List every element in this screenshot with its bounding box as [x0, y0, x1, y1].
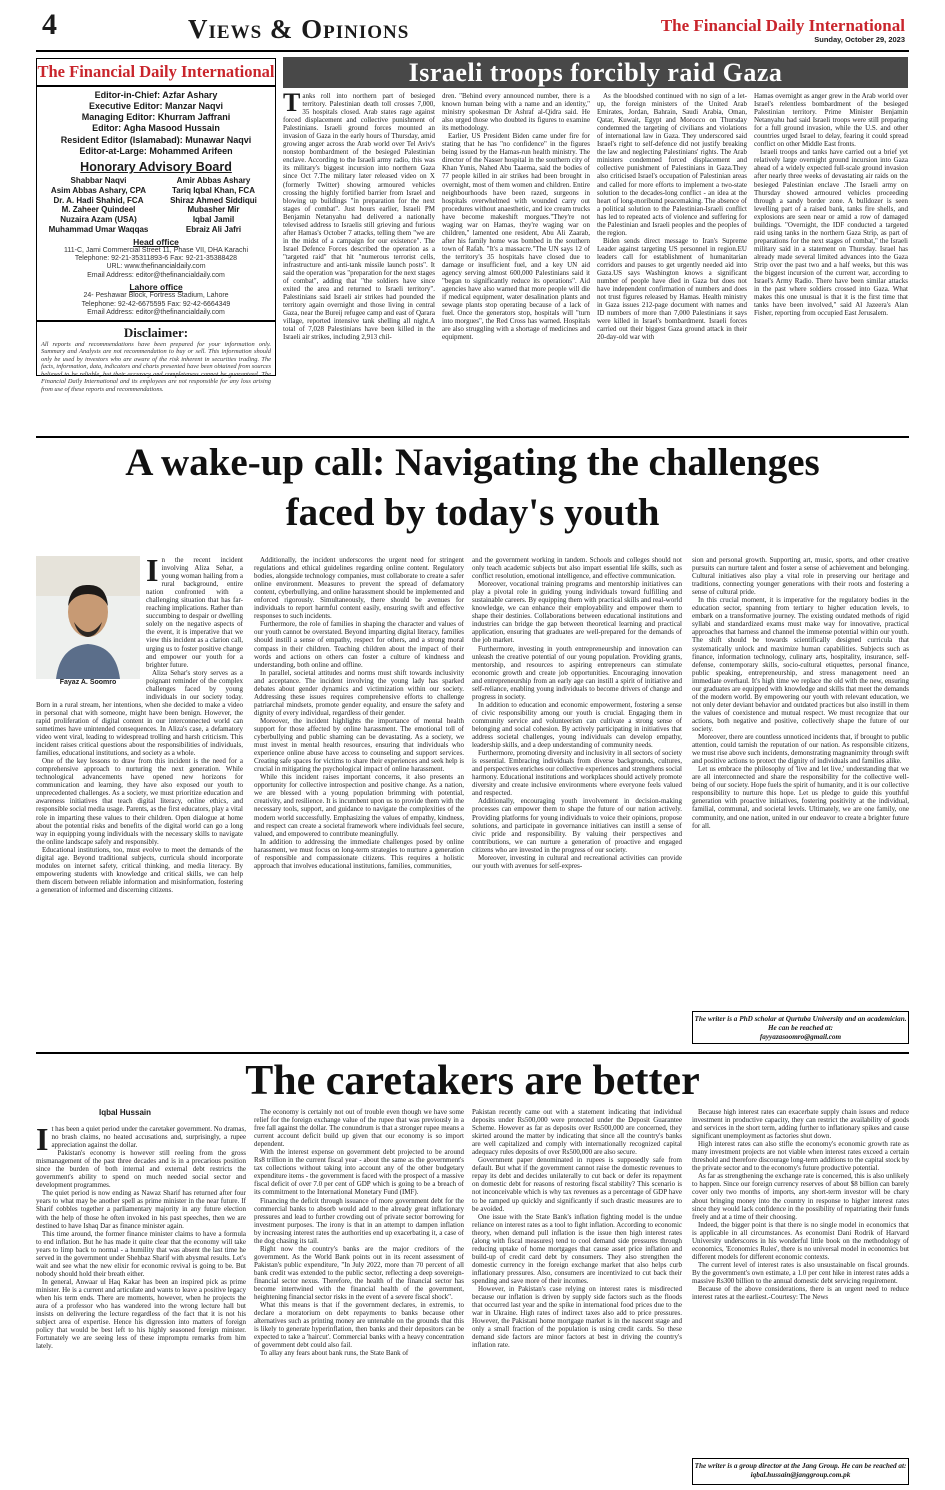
page-number: 4: [42, 8, 57, 41]
author-bio: The writer is a group director at the Jang Group. He can be reached at: iqbal.hussain@janggroup.com.pk: [694, 1462, 907, 1479]
paragraph: However, in Pakistan's case relying on interest rates is misdirected because our inflation is driven by supply side factors such as the floods that occurred last year and the spike in international food prices due to the war in Ukraine. High rates of indirect taxes also add to price pressures. However, the Pakistani home mortgage market is in the nascent stage and only a small fraction of the population is using credit cards. So these demand side factors are minor factors at best in driving the country's inflation rate.: [472, 1285, 682, 1350]
advisor-name: Amir Abbas Ashary: [176, 176, 251, 186]
paragraph: In addition to addressing the immediate challenges posed by online harassment, we must focus on long-term strategies to nurture a generation of responsible and compassionate citizens. This requires a holistic approach that involves educational institutions, families, communities,: [254, 837, 464, 870]
paragraph: This time around, the former finance minister claims to have a formula to end inflation. But he has made it quite clear that the economy will take years to limp back to normal - a humility that was absent the last time he served in the government under Shehbaz Sharif with abysmal results. Let's wait and see what the new elixir for economic revival is going to be. But nobody should hold their breath either.: [36, 1229, 246, 1278]
advisory-right-column: [156, 176, 271, 234]
paragraph: What this means is that if the government declares, in extremis, to declare a moratorium on debt repayments to banks because other alternatives such as printing money are untenable on the grounds that this is likely to generate hyperinflation, then banks and their depositors can be expected to take a 'haircut'. Commercial banks with a heavy concentration of government debt could also fail.: [254, 1301, 464, 1350]
editor-list: [37, 90, 275, 158]
advisory-board-title: Honorary Advisory Board: [80, 160, 232, 175]
article3-column: [254, 1108, 464, 1357]
paragraph: Additionally, the incident underscores the urgent need for stringent regulations and ethical guidelines regarding online content. Regulatory bodies, alongside technology companies, must collaborate to create a safer online environment. Measures to prevent the spread of defamatory content, cyberbullying, and online harassment should be implemented and enforced rigorously. Simultaneously, there should be avenues for individuals to report harmful content easily, ensuring swift and effective responses to such incidents.: [254, 556, 464, 621]
header-divider: [36, 50, 909, 52]
advisory-board-list: [37, 176, 275, 234]
paper-name: The Financial Daily International: [37, 62, 275, 81]
article2-headline: [36, 438, 909, 538]
lahore-office-line: 24- Peshawar Block, Fortress Stadium, Lahore: [83, 292, 229, 300]
paragraph: Moreover, there are countless unnoticed incidents that, if brought to public attention, could tarnish the reputation of our nation. As responsible citizens, we must rise above such incidents, demonstrating magnanimity through swift and positive actions to protect the dignity of individuals and families alike.: [692, 733, 909, 766]
advisor-name: Asim Abbas Ashary, CPA: [50, 185, 147, 195]
advisor-name: M. Zaheer Quindeel: [61, 205, 136, 215]
paragraph: In parallel, societal attitudes and norms must shift towards inclusivity and acceptance. The incident involving the young lady has sparked debates about gender dynamics and victimization within our society. Addressing these issues requires comprehensive efforts to challenge patriarchal mindsets, promote gender equality, and ensure the safety and dignity of every individual, regardless of their gender.: [254, 668, 464, 717]
section-divider: [36, 1052, 909, 1054]
article3-headline: The caretakers are better: [245, 1058, 700, 1104]
head-office-url: URL: www.thefinancialdaily.com: [106, 263, 206, 271]
paragraph: Because high interest rates can exacerbate supply chain issues and reduce investment in productive capacity, they can restrict the availability of goods and services in the short term, adding further to inflationary spikes and cause significant unemployment as factories shut down.: [692, 1108, 909, 1141]
head-office-email: Email Address: editor@thefinancialdaily.com: [87, 271, 225, 279]
advisor-name: Dr. A. Hadi Shahid, FCA: [53, 195, 144, 205]
article2-column: [254, 556, 464, 870]
paragraph: Moreover, vocational training programs and mentorship initiatives can play a pivotal role in guiding young individuals toward fulfilling and sustainable careers. By equipping them with practical skills and real-world knowledge, we can enhance their employability and empower them to shape their destinies. Collaborations between educational institutions and industries can bridge the gap between theoretical learning and practical application, ensuring that graduates are well-prepared for the demands of the job market.: [472, 580, 682, 645]
paragraph: In this crucial moment, it is imperative for the regulatory bodies in the education sector, spanning from tertiary to higher education levels, to embark on a transformative journey. The existing outdated methods of rigid syllabi and standardized exams must make way for innovative, practical approaches that harness and channel the immense potential within our youth. The shift should be towards scientifically designed curricula that systematically unlock and maximize human capabilities. Subjects such as finance, information technology, culinary arts, hospitality, insurance, self-defense, contemporary skills, socio-cultural etiquettes, personal finance, public speaking, entrepreneurship, and stress management need an immediate overhaul. It's high time we replace the old with the new, ensuring our graduates are equipped with knowledge and skills that meet the demands of the modern world. By empowering our youth with relevant education, we not only deter deviant behavior and outdated practices but also instill in them the values of coexistence and mutual respect. We must recognize that our actions, both negative and positive, collectively shape the future of our society.: [692, 596, 909, 733]
paragraph: Aliza Sehar's story serves as a poignant reminder of the complex challenges faced by young individuals in our society today. Born in a rural stream, her intentions, when she decided to make a video in personal chat with someone, might have been benign. However, the rapid proliferation of digital content in our interconnected world can sometimes have unintended consequences. In Aliza's case, a defamatory video went viral, leading to widespread trolling and harsh criticism. This incident raises critical questions about the responsibilities of individuals, families, educational institutions, and society as a whole.: [36, 668, 243, 758]
article1-column: [597, 92, 747, 341]
byline: Iqbal Hussain: [98, 1108, 151, 1117]
paragraph: Biden sends direct message to Iran's Supreme Leader against targeting US personnel in region.EU leaders call for establishment of humanitarian corridors and pauses to get urgently needed aid into Gaza.US says Washington knows a significant number of people have died in Gaza but does not have independent confirmation of numbers and does not trust figures released by Hamas. Health ministry in Gaza issues 212-page document with names and ID numbers of more than 7,000 Palestinians it says were killed in Israel's bombardment. Israeli forces carried out their biggest Gaza ground attack in their 20-day-old war with: [597, 236, 747, 342]
advisor-name: Tariq Iqbal Khan, FCA: [172, 185, 255, 195]
article1-text: anks roll into northern part of besieged territory. Palestinian death toll crosses 7,000, 35 hospitals closed. Arab states rage against forced displacement and collective punishment of Palestinians. Israeli ground forces mounted an invasion of Gaza in the early hours of Thursday, amid growing anger across the Arab world over Tel Aviv's nonstop bombardment of the besieged Palestinian enclave. According to the Israeli army radio, this was its military's biggest incursion into northern Gaza since Oct 7.The military later released video on X (formerly Twitter) showing armoured vehicles crossing the highly fortified barrier from Israel and blowing up buildings "in preparation for the next stages of combat". Just hours earlier, Israeli PM Benjamin Netanyahu had delivered a nationally televised address to Israelis still grieving and furious after Hamas's October 7 attacks, telling them "we are in the midst of a campaign for our existence". The Israel Defence Forces described the operation as a "targeted raid" that hit "numerous terrorist cells, infrastructure and anti-tank missile launch posts". It said the operation was "preparation for the next stages of combat", adding that "the soldiers have since exited the area and returned to Israeli territory". Palestinians said Israeli air strikes had pounded the territory again overnight and those living in central Gaza, near the Bureij refugee camp and east of Qarara village, reported intensive tank shelling all night.A total of 7,028 Palestinians have been killed in the Israeli air strikes, including 2,913 chil-: [283, 92, 435, 342]
dropcap: T: [283, 88, 301, 117]
head-office-title: Head office: [133, 236, 179, 247]
masthead-title: The Financial Daily International: [660, 16, 905, 35]
paragraph: and the government working in tandem. Schools and colleges should not only teach academic subjects but also impart essential life skills, such as conflict resolution, emotional intelligence, and effective communication.: [472, 556, 682, 581]
paragraph: With the interest expense on government debt projected to be around Rs8 trillion in the current fiscal year - about the same as the government's tax collections without taking into account any of the other budgetary expenditure items - the government is faced with the prospect of a massive fiscal deficit of over 7.0 per cent of GDP which is going to be a breach of its commitment to the International Monetary Fund (IMF).: [254, 1148, 464, 1197]
head-office-line: 111-C, Jami Commercial Street 11, Phase VII, DHA Karachi: [63, 246, 248, 254]
paragraph: Financing the deficit through issuance of more government debt for the commercial banks to absorb would add to the already great inflationary pressures and lead to further crowding out of private sector borrowing for investment purposes. The irony is that in an attempt to dampen inflation by increasing interest rates the authorities end up exacerbating it, a case of the dog chasing its tail.: [254, 1196, 464, 1245]
editor-line: Editor-at-Large: Mohammed Arifeen: [79, 145, 233, 156]
paragraph: To allay any fears about bank runs, the State Bank of: [260, 1349, 409, 1358]
paragraph: Pakistan's economy is however still reeling from the gross mismanagement of the past three decades and is in a precarious position since the burden of both internal and external debt restricts the government's ability to spend on much needed social sector and development programmes.: [36, 1149, 246, 1190]
editor-line: Resident Editor (Islamabad): Munawar Naqvi: [60, 134, 252, 145]
article3-column: [692, 1108, 909, 1301]
paragraph: Furthermore, promoting diversity and inclusivity in all sectors of society is essential. Embracing individuals from diverse backgrounds, cultures, and perspectives enriches our collective experiences and strengthens social harmony. Educational institutions and workplaces should actively promote diversity and create inclusive environments where everyone feels valued and respected.: [472, 749, 682, 798]
section-title: Views & Opinions: [188, 14, 410, 44]
advisor-name: Ebraiz Ali Jafri: [185, 224, 242, 234]
masthead-box: [36, 58, 276, 393]
author-email: fayyazasoomro@gmail.com: [759, 1033, 842, 1041]
article3-column: [36, 1121, 247, 1351]
author-photo: [36, 556, 140, 691]
editor-line: Editor: Agha Masood Hussain: [92, 123, 220, 134]
lahore-office-line: Telephone: 92-42-6675595 Fax: 92-42-6664349: [81, 300, 231, 308]
paragraph: Additionally, encouraging youth involvement in decision-making processes can empower them to shape the future of our nation actively. Providing platforms for young individuals to voice their opinions, propose solutions, and participate in governance initiatives can instill a sense of civic pride and responsibility. By valuing their perspectives and contributions, we can nurture a generation of proactive and engaged citizens who are invested in the progress of our society.: [472, 797, 682, 854]
article2-column: [36, 552, 243, 894]
paragraph: Let us embrace the philosophy of 'live and let live,' understanding that we are all interconnected and share the responsibility for the collective well-being of our society. Hope fuels the spirit of humanity, and it is our collective responsibility to nurture this hope. Let us pledge to guide this youthful generation with proactive initiatives, fostering positivity at the individual, familial, communal, and societal levels. Ultimately, we are one family, one community, and one nation, united in our endeavor to create a brighter future for all.: [692, 765, 909, 830]
paragraph: Israeli troops and tanks have carried out a brief yet relatively large overnight ground incursion into Gaza ahead of a widely expected full-scale ground invasion after nearly three weeks of devastating air raids on the besieged Palestinian enclave .The Israeli army on Thursday showed armoured vehicles proceeding through a sandy border zone. A bulldozer is seen levelling part of a raised bank, tanks fire shells, and explosions are seen near or amid a row of damaged buildings. "Overnight, the IDF conducted a targeted raid using tanks in the northern Gaza Strip, as part of preparations for the next stages of combat," the Israeli military said in a statement on Thursday. Israel has already made several limited advances into the Gaza Strip over the past two and a half weeks, but this was the biggest incursion of the current war, according to Israel's Army Radio. There have been similar attacks in the past where soldiers crossed into Gaza. What makes this one unusual is that it is the first time that tanks have been involved," said Al Jazeera's Alan Fisher, reporting from occupied East Jerusalem.: [754, 148, 908, 318]
advisor-name: Mubasher Mir: [187, 205, 240, 215]
paragraph: t has been a quiet period under the caretaker government. No dramas, no brash claims, no heated accusations and, surprisingly, a rupee appreciation against the dollar.: [51, 1125, 247, 1150]
article1-column: [754, 92, 908, 317]
lahore-office-title: Lahore office: [129, 282, 183, 293]
paragraph: Pakistan recently came out with a statement indicating that individual deposits under Rs500,000 were protected under the Deposit Guarantee Scheme. However as far as deposits over Rs500,000 are concerned, they skirted around the matter by indicating that since all the country's banks are well capitalized and comply with internationally recognized capital adequacy rules deposits of over Rs500,000 are also secure.: [472, 1108, 682, 1157]
paragraph: The quiet period is now ending as Nawaz Sharif has returned after four years to what may be another spell as prime minister in the near future. If Sharif cobbles together a parliamentary majority in any future election with the help of those he often invoked in his past speeches, then we are destined to have Ishaq Dar as finance minister again.: [36, 1189, 246, 1230]
paragraph: Because of the above considerations, there is an urgent need to reduce interest rates at the earliest.-Courtesy: The News: [692, 1285, 909, 1302]
paragraph: One issue with the State Bank's inflation fighting model is the undue reliance on interest rates as a tool to fight inflation. According to economic theory, when demand pull inflation is the issue then high interest rates (along with fiscal measures) tend to cool demand side pressures through reducing uptake of home mortgages that cause asset price inflation and build-up of credit card debt by consumers. They also strengthen the domestic currency in the foreign exchange market that also helps curb inflationary pressures. Also, consumers are incentivized to cut back their spending and save more of their incomes.: [472, 1212, 682, 1285]
paragraph: Furthermore, investing in youth entrepreneurship and innovation can unleash the creative potential of our young population. Providing grants, mentorship, and resources to aspiring entrepreneurs can stimulate economic growth and create job opportunities. Encouraging innovation and entrepreneurship from an early age can instill a spirit of initiative and self-reliance, enabling young individuals to become drivers of change and progress in society.: [472, 644, 682, 701]
paragraph: Indeed, the bigger point is that there is no single model in economics that is applicable in all circumstances. As economist Dani Rodrik of Harvard University underscores in his wonderful little book on the methodology of economics, 'Economics Rules', there is no universal model in economics but different models for different economic contexts.: [692, 1220, 909, 1261]
advisor-name: Shiraz Ahmed Siddiqui: [170, 195, 257, 205]
paragraph: sion and personal growth. Supporting art, music, sports, and other creative pursuits can nurture talent and foster a sense of achievement and belonging. Cultural initiatives also play a vital role in preserving our heritage and traditions, connecting younger generations with their roots and fostering a sense of cultural pride.: [692, 556, 909, 597]
paragraph: dren. "Behind every announced number, there is a known human being with a name and an identity," ministry spokesman Dr Ashraf al-Qidra said. He also urged those who doubted its figures to examine its methodology.: [442, 92, 590, 133]
lahore-office-email: Email Address: editor@thefinancialdaily.com: [87, 308, 225, 316]
author-bio-box: [692, 1011, 909, 1044]
article2-column: [692, 556, 909, 830]
paragraph: In addition to education and economic empowerment, fostering a sense of civic responsibility among our youth is crucial. Engaging them in community service and volunteerism can cultivate a strong sense of belonging and social cohesion. By actively participating in initiatives that address societal challenges, young individuals can develop empathy, leadership skills, and a deep understanding of community needs.: [472, 700, 682, 750]
editor-line: Executive Editor: Manzar Naqvi: [88, 100, 224, 111]
paragraph: As the bloodshed continued with no sign of a let-up, the foreign ministers of the United Arab Emirates, Jordan, Bahrain, Saudi Arabia, Oman, Qatar, Kuwait, Egypt and Morocco on Thursday condemned the targeting of civilians and violations of international law in Gaza. They underscored said Israel's right to self-defence did not justify breaking the law and neglecting Palestinians' rights. The Arab ministers condemned forced displacement and collective punishment of Palestinians in Gaza.They also criticised Israel's occupation of Palestinian areas and called for more efforts to implement a two-state solution to the decades-long conflict - an idea at the heart of long-moribund peacemaking. The absence of a political solution to the Palestinian-Israeli conflict has led to repeated acts of violence and suffering for the Palestinian and Israeli peoples and the peoples of the region.: [597, 92, 747, 237]
advisor-name: Nuzaira Azam (USA): [60, 215, 137, 225]
disclaimer-title: Disclaimer:: [123, 324, 189, 340]
paragraph: n the recent incident involving Aliza Sehar, a young woman hailing from a rural background, entire nation confronted with a challenging situation that has far-reaching implications. Rather than succumbing to despair or dwelling solely on the negative aspects of the event, it is imperative that we view this incident as a clarion call, urging us to foster positive change and empower our youth for a brighter future.: [146, 556, 243, 669]
advisory-left-column: [41, 176, 156, 234]
paragraph: While this incident raises important concerns, it also presents an opportunity for collective introspection and positive change. As a nation, we are blessed with a young population brimming with potential, creativity, and resilience. It is incumbent upon us to provide them with the necessary tools, support, and guidance to navigate the complexities of the modern world successfully. Emphasizing the values of empathy, kindness, and respect can create a societal framework where individuals feel secure, valued, and empowered to contribute meaningfully.: [254, 773, 464, 838]
article2-column: [472, 556, 682, 870]
head-office-line: Telephone: 92-21-35311893-6 Fax: 92-21-35388428: [74, 254, 238, 262]
paragraph: High interest rates can also stifle the economy's economic growth rate as many investment projects are not viable when interest rates exceed a certain threshold and therefore discourage long-term additions to the capital stock by the private sector and to the economy's future productive potential.: [692, 1140, 909, 1173]
paragraph: Hamas overnight as anger grew in the Arab world over Israel's relentless bombardment of the besieged Palestinian territory. Prime Minister Benjamin Netanyahu had said Israeli troops were still preparing for a full ground invasion, while the U.S. and other countries urged Israel to delay, fearing it could spread conflict on other Middle East fronts.: [754, 92, 908, 149]
paragraph: Right now the country's banks are the major creditors of the government. As the World Bank points out in its recent assessment of Pakistan's public expenditure, "In July 2022, more than 70 percent of all bank credit was extended to the public sector, reflecting a deep sovereign-financial sector nexus. Therefore, the health of the financial sector has become intertwined with the financial health of the government, heightening financial sector risks in the event of a severe fiscal shock".: [254, 1244, 464, 1302]
paragraph: Moreover, investing in cultural and recreational activities can provide our youth with avenues for self-expres-: [472, 853, 682, 870]
paragraph: As far as strengthening the exchange rate is concerned, this is also unlikely to happen. Since our foreign currency reserves of about $8 billion can barely cover only two months of imports, any short-term investor will be chary about bringing money into the country in response to higher interest rates since they would lack confidence in the possibility of repatriating their funds freely and at a time of their choosing.: [692, 1172, 909, 1221]
paragraph: Earlier, US President Biden came under fire for stating that he has "no confidence" in the figures being issued by the Hamas-run health ministry. The director of the Nasser hospital in the southern city of Khan Yunis, Nahed Abu Taaema, said the bodies of 77 people killed in air strikes had been brought in overnight, most of them women and children. Entire neighbourhoods have been razed, surgeons in hospitals overwhelmed with wounded carry out procedures without anaesthetic, and ice cream trucks have become makeshift morgues."They're not waging war on Hamas, they're waging war on children," lamented one resident, Abu Ali Zaarab, after his family home was bombed in the southern town of Rafah. "It's a massacre."The UN says 12 of the territory's 35 hospitals have closed due to damage or insufficient fuel, and a key UN aid agency serving almost 600,000 Palestinians said it "began to significantly reduce its operations". Aid agencies have also warned that more people will die if medical equipment, water desalination plants and sewage plants stop operating because of a lack of fuel. Once the generators stop, hospitals will "turn into morgues", the Red Cross has warned. Hospitals are also struggling with a shortage of medicines and equipment.: [442, 132, 590, 342]
article3-column: [472, 1108, 682, 1349]
paragraph: Government paper denominated in rupees is supposedly safe from default. But what if the government cannot raise the domestic revenues to repay its debt and decides unilaterally to cut back or defer its repayment on domestic debt for reasons of restoring fiscal stability? This scenario is not inconceivable which is why tax revenues as a percentage of GDP have to be ramped up quickly and significantly if such drastic measures are to be avoided.: [472, 1156, 682, 1213]
photo-caption: Fayaz A. Soomro: [36, 679, 140, 691]
issue-date: Sunday, October 29, 2023: [814, 35, 905, 44]
paragraph: Moreover, the incident highlights the importance of mental health support for those affected by online harassment. The emotional toll of cyberbullying and public shaming can be devastating. As a society, we must invest in mental health resources, ensuring that individuals who experience online abuse have access to counseling and support services. Creating safe spaces for victims to share their experiences and seek help is crucial in mitigating the psychological impact of online harassment.: [254, 716, 464, 774]
paragraph: The economy is certainly not out of trouble even though we have some relief for the foreign exchange value of the rupee that was previously in a free fall against the dollar. The conundrum is that a stronger rupee means a current account deficit build up given that our economy is so import dependent.: [254, 1108, 464, 1149]
editor-line: Editor-in-Chief: Azfar Ashary: [94, 89, 218, 100]
paragraph: Educational institutions, too, must evolve to meet the demands of the digital age. Beyond traditional subjects, curricula should incorporate modules on internet safety, critical thinking, and media literacy. By empowering students with knowledge and critical skills, we can help them discern between reliable information and misinformation, fostering a generation of informed and discerning citizens.: [36, 845, 243, 894]
article1-column: [283, 88, 435, 342]
paragraph: Furthermore, the role of families in shaping the character and values of our youth cannot be overstated. Beyond imparting digital literacy, families should instill a sense of empathy, respect for others, and a strong moral compass in their children. Teaching children about the impact of their words and actions on others can foster a culture of kindness and understanding, both online and offline.: [254, 620, 464, 669]
headline-line: faced by today's youth: [285, 491, 660, 534]
advisor-name: Iqbal Jamil: [192, 215, 235, 225]
advisor-name: Muhammad Umar Waqqas: [48, 224, 149, 234]
paragraph: The current level of interest rates is also unsustainable on fiscal grounds. By the government's own estimate, a 1.0 per cent hike in interest rates adds a massive Rs300 billion to the annual domestic debt servicing requirement.: [692, 1260, 909, 1285]
author-bio-box: [692, 1458, 909, 1485]
dropcap: I: [146, 552, 159, 588]
divider: [37, 85, 275, 87]
paragraph: One of the key lessons to draw from this incident is the need for a comprehensive approach to nurturing the next generation. While technological advancements have opened new horizons for communication and learning, they have also exposed our youth to unprecedented challenges. As a society, we must prioritize education and awareness initiatives that teach digital literacy, online ethics, and responsible social media usage. Parents, as the first educators, play a vital role in imparting these values to their children. Open dialogue at home about the potential risks and benefits of the digital world can go a long way in equipping young individuals with the necessary skills to navigate the online landscape safely and responsibly.: [36, 757, 243, 846]
portrait-image: [36, 556, 140, 679]
headline-line: A wake-up call: Navigating the challenges: [125, 441, 820, 484]
article1-column: [442, 92, 590, 341]
paragraph: In general, Anwaar ul Haq Kakar has been an inspired pick as prime minister. He is a current and articulate and wants to leave a positive legacy when his term ends. There are moments, however, when he projects the aura of a professor who has wandered into the wrong lecture hall but insists on delivering the lecture regardless of the fact that it is not his subject area of expertise. Hence his digression into matters of foreign policy that would be best left to his highly seasoned foreign minister. Fortunately we are seeing less of these impromptu remarks from him lately.: [36, 1277, 246, 1351]
editor-line: Managing Editor: Khurram Jaffrani: [81, 112, 231, 123]
author-bio: The writer is a PhD scholar at Qurtuba University and an academician. He can be reached at:: [694, 1015, 907, 1032]
disclaimer-text: All reports and recommendations have been prepared for your information only. Summary and Analysis are not recommendation to buy or sell. This information should only be used by investors who are aware of the risk inherent in securities trading. The facts, information, data, indicators and charts presented have been obtained from sources believed to be reliable, but their accuracy and completeness cannot be guaranteed. The Financial Daily International and its employees are not responsible for any loss arising from use of these reports and recommendations.: [41, 340, 271, 393]
dropcap: I: [36, 1121, 49, 1157]
article1-headline: Israeli troops forcibly raid Gaza: [283, 57, 908, 88]
advisor-name: Shabbar Naqvi: [70, 176, 127, 186]
divider: [37, 320, 275, 322]
